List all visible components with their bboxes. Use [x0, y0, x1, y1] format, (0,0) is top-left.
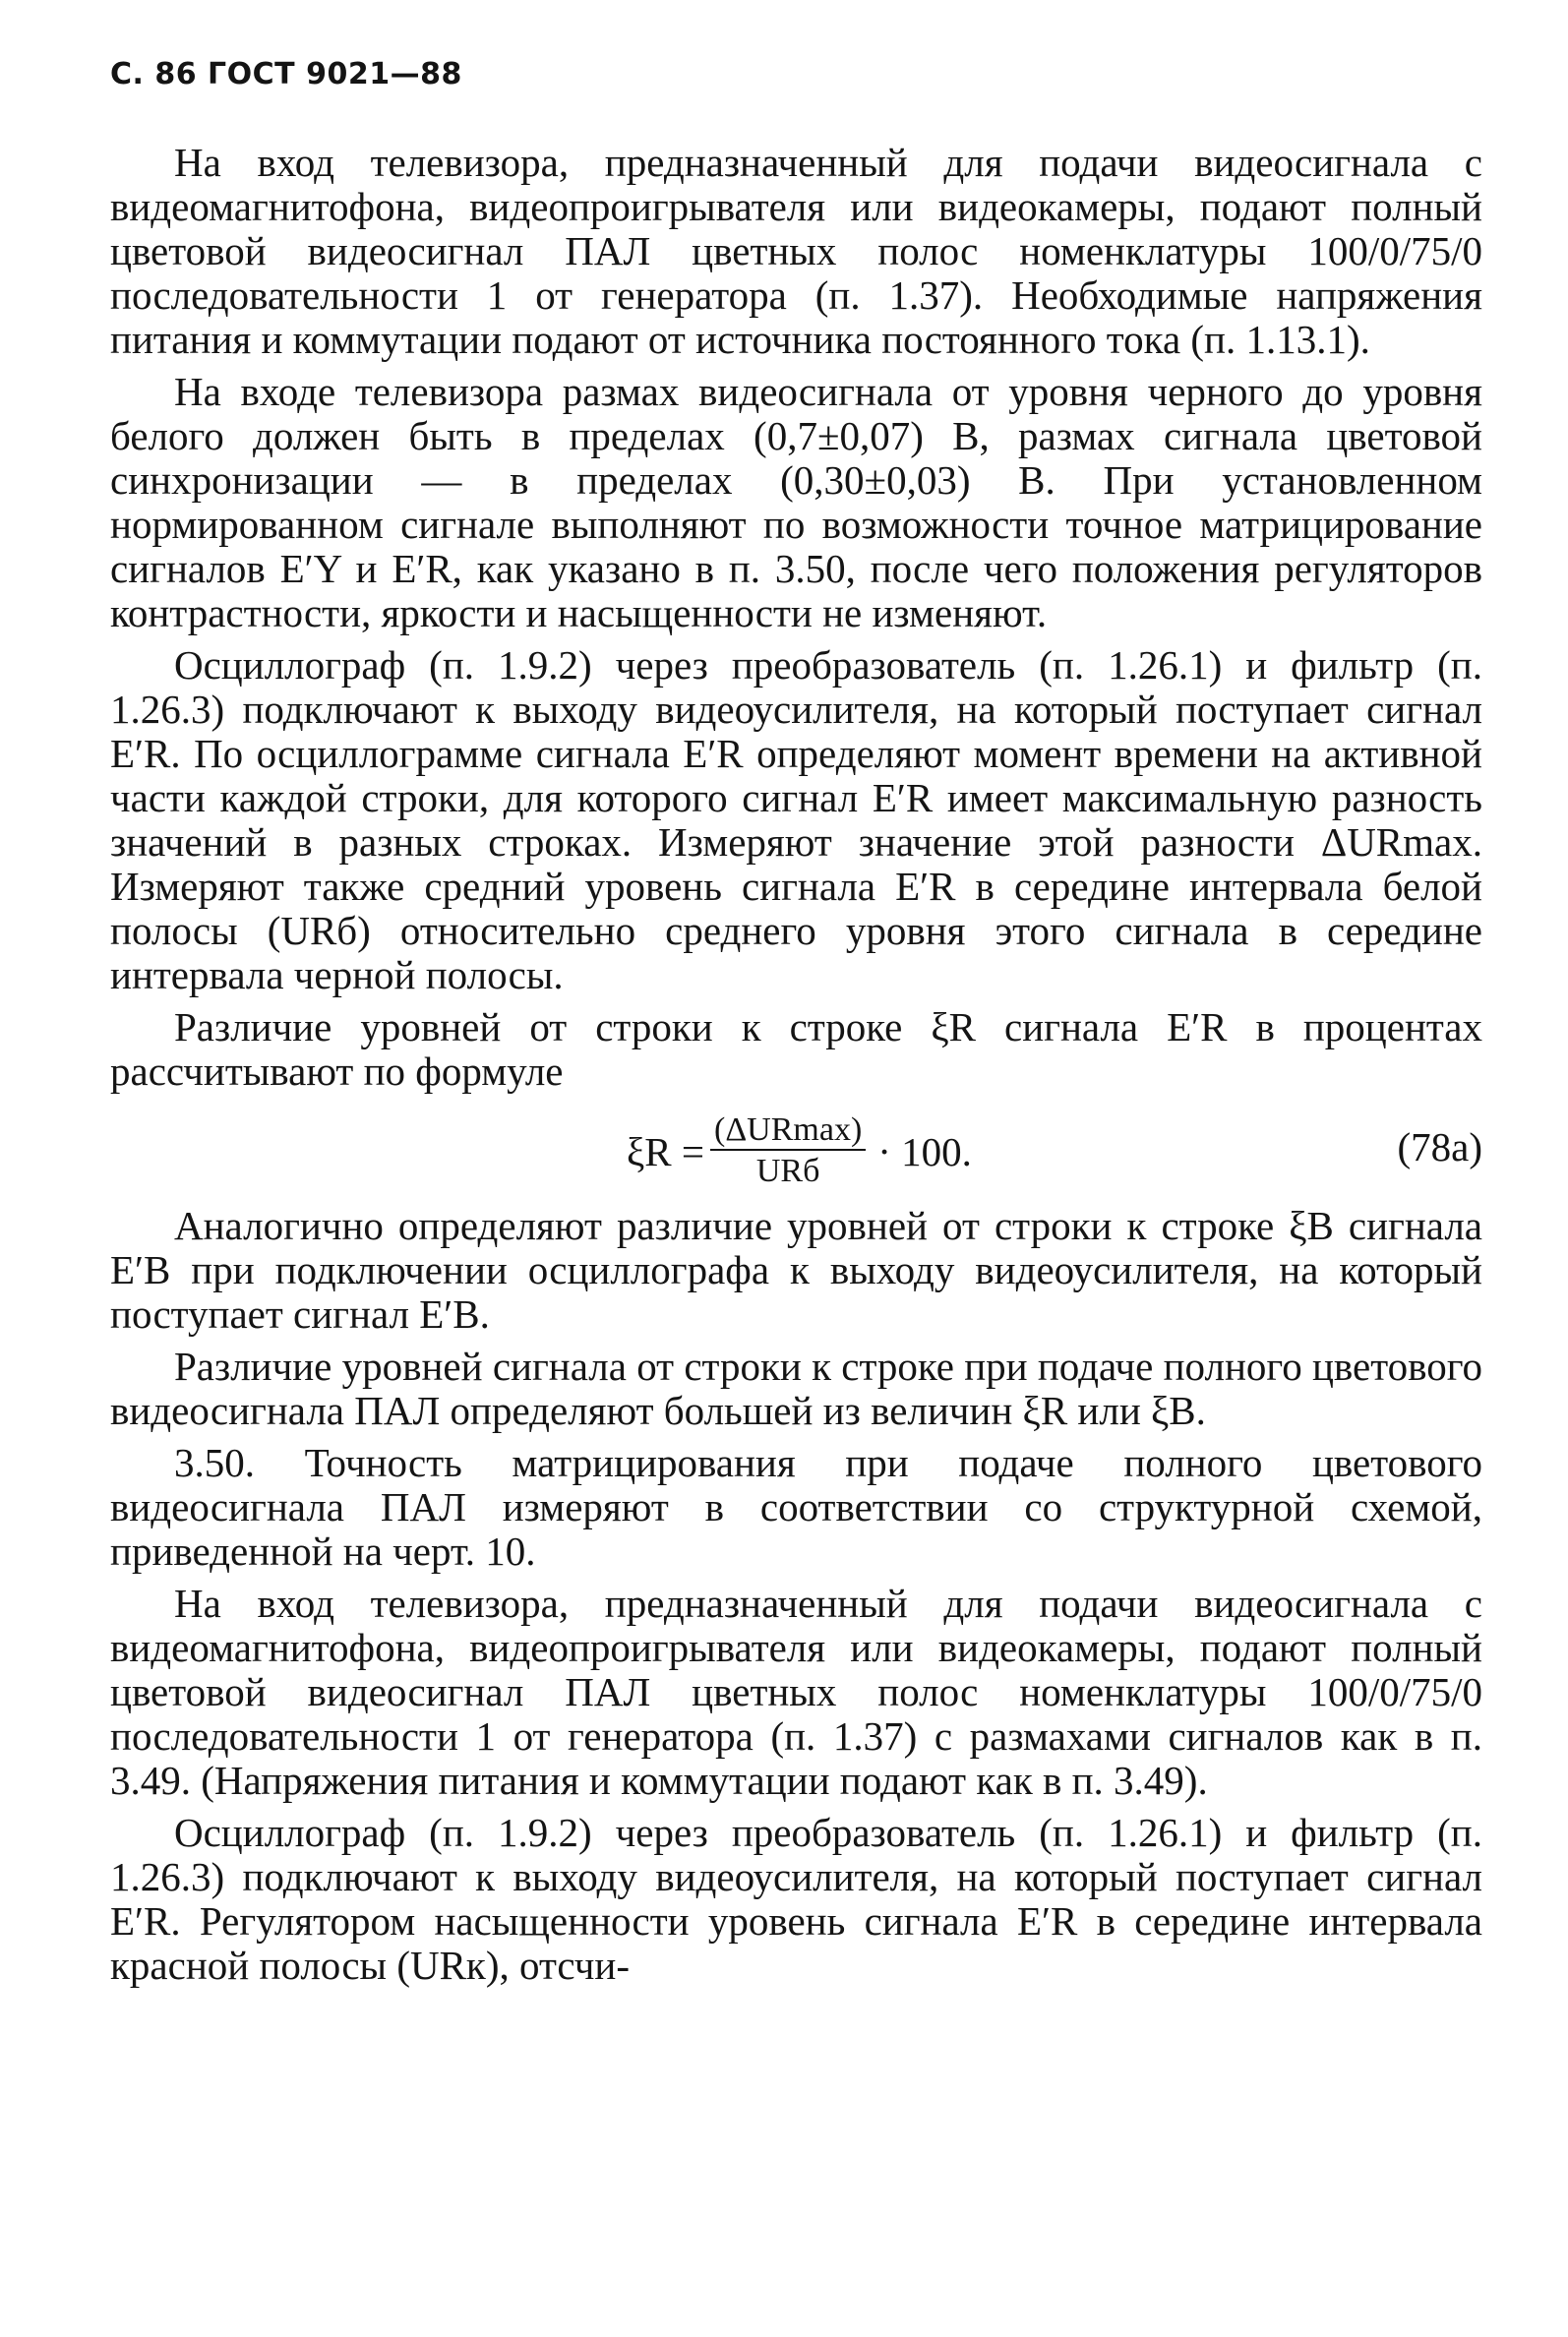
formula-78a [110, 1102, 1482, 1192]
paragraph-6: Различие уровней сигнала от строки к строке при подаче полного цветового видеосигнала ПАЛ определяют большей из величин ξR или ξB. [110, 1344, 1482, 1433]
paragraph-8: Осциллограф (п. 1.9.2) через преобразователь (п. 1.26.1) и фильтр (п. 1.26.3) подключают к выходу видеоусилителя, на который поступает сигнал E′R. Регулятором насыщенности уровень сигнала E′R в середине интервала красной полосы (URк), отсчи- [110, 1810, 1482, 1988]
document-page [110, 57, 1482, 1996]
formula-number: (78а) [1397, 1124, 1482, 1169]
paragraph-7: На вход телевизора, предназначенный для подачи видеосигнала с видеомагнитофона, видеопроигрывателя или видеокамеры, подают полный цветовой видеосигнал ПАЛ цветных полос номенклатуры 100/0/75/0 последовательности 1 от генератора (п. 1.37) с размахами сигналов как в п. 3.49. (Напряжения питания и коммутации подают как в п. 3.49). [110, 1581, 1482, 1803]
formula-denominator: URб [755, 1153, 820, 1189]
paragraph-2: На входе телевизора размах видеосигнала от уровня черного до уровня белого должен быть в пределах (0,7±0,07) В, размах сигнала цветовой синхронизации — в пределах (0,30±0,03) В. При установленном нормированном сигнале выполняют по возможности точное матрицирование сигналов E′Y и E′R, как указано в п. 3.50, после чего положения регуляторов контрастности, яркости и насыщенности не изменяют. [110, 369, 1482, 635]
formula-numerator: (ΔURmax) [710, 1113, 866, 1151]
page-header: С. 86 ГОСТ 9021—88 [110, 57, 462, 91]
section-3-50: 3.50. Точность матрицирования при подаче полного цветового видеосигнала ПАЛ измеряют в соответствии со структурной схемой, приведенной на черт. 10. [110, 1440, 1482, 1574]
formula-lhs: ξR = [627, 1129, 704, 1174]
formula-fraction [710, 1113, 866, 1190]
paragraph-3: Осциллограф (п. 1.9.2) через преобразователь (п. 1.26.1) и фильтр (п. 1.26.3) подключают к выходу видеоусилителя, на который поступает сигнал E′R. По осциллограмме сигнала E′R определяют момент времени на активной части каждой строки, для которого сигнал E′R имеет максимальную разность значений в разных строках. Измеряют значение этой разности ΔURmax. Измеряют также средний уровень сигнала E′R в середине интервала белой полосы (URб) относительно среднего уровня этого сигнала в середине интервала черной полосы. [110, 642, 1482, 997]
formula-rhs: · 100. [877, 1129, 972, 1174]
formula-body [627, 1113, 972, 1190]
paragraph-1: На вход телевизора, предназначенный для подачи видеосигнала с видеомагнитофона, видеопроигрывателя или видеокамеры, подают полный цветовой видеосигнал ПАЛ цветных полос номенклатуры 100/0/75/0 последовательности 1 от генератора (п. 1.37). Необходимые напряжения питания и коммутации подают от источника постоянного тока (п. 1.13.1). [110, 140, 1482, 362]
paragraph-4: Различие уровней от строки к строке ξR сигнала E′R в процентах рассчитывают по формуле [110, 1004, 1482, 1094]
paragraph-5: Аналогично определяют различие уровней от строки к строке ξB сигнала E′B при подключении осциллографа к выходу видеоусилителя, на который поступает сигнал E′B. [110, 1203, 1482, 1337]
